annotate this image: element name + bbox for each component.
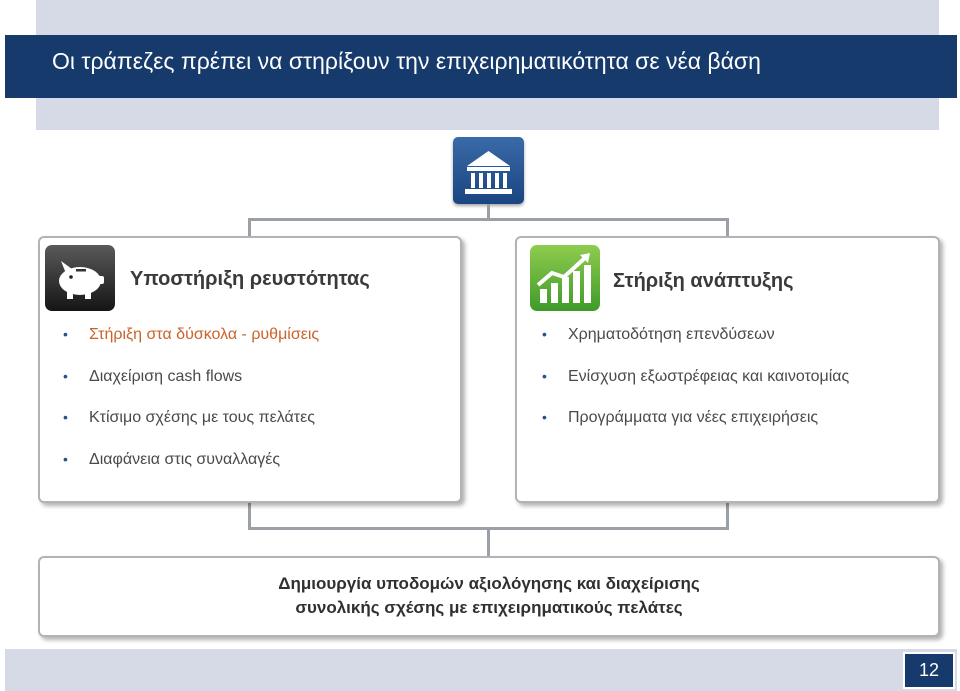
piggy-bank-icon xyxy=(45,245,115,311)
list-item xyxy=(542,368,850,386)
liquidity-heading: Υποστήριξη ρευστότητας xyxy=(130,268,370,290)
list-item-text: Κτίσιμο σχέσης με τους πελάτες xyxy=(89,409,315,426)
infrastructure-line-2: συνολικής σχέσης με επιχειρηματικούς πελάτες xyxy=(295,598,683,617)
connector-right-drop xyxy=(726,218,729,238)
infrastructure-line-1: Δημιουργία υποδομών αξιολόγησης και διαχείρισης xyxy=(278,574,700,593)
connector-bottom-vertical xyxy=(487,527,490,557)
list-item xyxy=(63,326,320,344)
connector-left-rise xyxy=(248,499,251,529)
list-item-text: Ενίσχυση εξωστρέφειας και καινοτομίας xyxy=(568,368,850,385)
list-item xyxy=(542,326,775,344)
connector-left-drop xyxy=(248,218,251,238)
slide-title: Οι τράπεζες πρέπει να στηρίξουν την επιχειρηματικότητα σε νέα βάση xyxy=(52,48,761,74)
list-item-text: Χρηματοδότηση επενδύσεων xyxy=(568,326,775,343)
bullet-icon: • xyxy=(63,326,68,342)
connector-right-rise xyxy=(726,499,729,529)
growth-heading: Στήριξη ανάπτυξης xyxy=(613,270,794,292)
list-item-text: Διαφάνεια στις συναλλαγές xyxy=(89,451,281,468)
list-item-text: Προγράμματα για νέες επιχειρήσεις xyxy=(568,409,819,426)
connector-top-horizontal xyxy=(248,218,729,221)
list-item xyxy=(542,409,819,427)
list-item xyxy=(63,409,315,427)
growth-chart-icon xyxy=(530,245,600,311)
bullet-icon: • xyxy=(542,368,547,384)
bullet-icon: • xyxy=(542,326,547,342)
bullet-icon: • xyxy=(63,368,68,384)
list-item-text: Διαχείριση cash flows xyxy=(89,368,243,385)
bullet-icon: • xyxy=(63,409,68,425)
bank-icon xyxy=(453,137,524,204)
list-item-text: Στήριξη στα δύσκολα - ρυθμίσεις xyxy=(89,326,320,343)
list-item xyxy=(63,451,281,469)
list-item xyxy=(63,368,243,386)
page-number: 12 xyxy=(903,652,955,689)
bullet-icon: • xyxy=(63,451,68,467)
infrastructure-card xyxy=(38,556,940,637)
footer-band xyxy=(5,649,957,691)
bullet-icon: • xyxy=(542,409,547,425)
